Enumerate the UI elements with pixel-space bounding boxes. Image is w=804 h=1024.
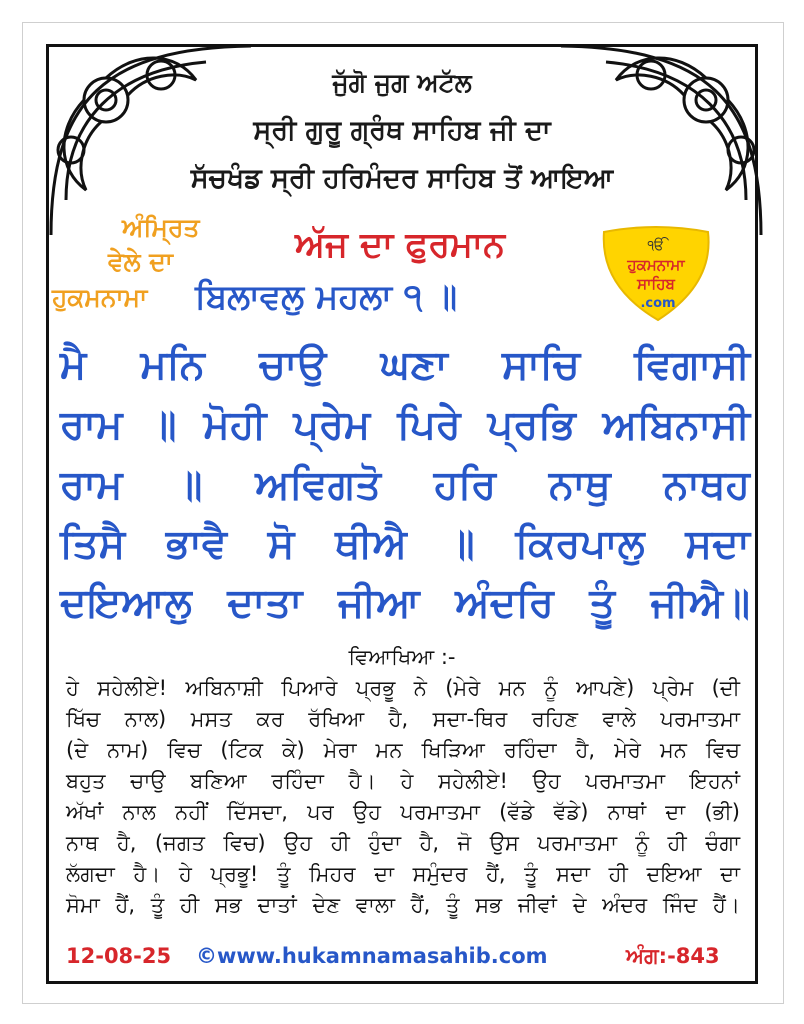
hukamnama-sahib-logo bbox=[596, 224, 716, 324]
verse-line: ਮੈ ਮਨਿ ਚਾਉ ਘਣਾ ਸਾਚਿ ਵਿਗਾਸੀ bbox=[60, 342, 750, 388]
page-title: ਅੱਜ ਦਾ ਫੁਰਮਾਨ bbox=[295, 225, 505, 265]
explanation-line: ਹੇ ਸਹੇਲੀਏ! ਅਬਿਨਾਸ਼ੀ ਪਿਆਰੇ ਪ੍ਰਭੂ ਨੇ (ਮੇਰੇ ਮਨ ਨੂੰ ਆਪਣੇ) ਪ੍ਰੇਮ (ਦੀ bbox=[66, 676, 740, 700]
amrit-label-3: ਹੁਕਮਨਾਮਾ bbox=[52, 283, 148, 312]
header-line-2: ਸ੍ਰੀ ਗੁਰੂ ਗ੍ਰੰਥ ਸਾਹਿਬ ਜੀ ਦਾ bbox=[253, 115, 551, 146]
verse-line: ਰਾਮ ॥ ਅਵਿਗਤੋ ਹਰਿ ਨਾਥੁ ਨਾਥਹ bbox=[60, 462, 750, 508]
verse-line: ਦਇਆਲੁ ਦਾਤਾ ਜੀਆ ਅੰਦਰਿ ਤੂੰ ਜੀਐ॥ bbox=[60, 580, 750, 626]
header-line-1: ਜੁੱਗੋ ਜੁਗ ਅਟੱਲ bbox=[332, 68, 472, 97]
explanation-line: ਸੋਮਾ ਹੈਂ, ਤੂੰ ਹੀ ਸਭ ਦਾਤਾਂ ਦੇਣ ਵਾਲਾ ਹੈਂ, ਤੂੰ ਸਭ ਜੀਵਾਂ ਦੇ ਅੰਦਰ ਜਿੰਦ ਹੈਂ। bbox=[66, 893, 740, 917]
explanation-line: (ਦੇ ਨਾਮ) ਵਿਚ (ਟਿਕ ਕੇ) ਮੇਰਾ ਮਨ ਖਿੜਿਆ ਰਹਿੰਦਾ ਹੈ, ਮੇਰੇ ਮਨ ਵਿਚ bbox=[66, 738, 740, 762]
explanation-line: ਖਿੱਚ ਨਾਲ) ਮਸਤ ਕਰ ਰੱਖਿਆ ਹੈ, ਸਦਾ-ਥਿਰ ਰਹਿਣ ਵਾਲੇ ਪਰਮਾਤਮਾ bbox=[66, 707, 740, 731]
badge-text-3: .com bbox=[640, 296, 676, 311]
ang-label: ਅੰਗ:-843 bbox=[626, 944, 720, 968]
amrit-label-2: ਵੇਲੇ ਦਾ bbox=[108, 247, 173, 276]
explanation-line: ਲੱਗਦਾ ਹੈ। ਹੇ ਪ੍ਰਭੂ! ਤੂੰ ਮਿਹਰ ਦਾ ਸਮੁੰਦਰ ਹੈਂ, ਤੂੰ ਸਦਾ ਹੀ ਦਇਆ ਦਾ bbox=[66, 862, 740, 886]
explanation-line: ਅੱਖਾਂ ਨਾਲ ਨਹੀਂ ਦਿੱਸਦਾ, ਪਰ ਉਹ ਪਰਮਾਤਮਾ (ਵੱਡੇ ਵੱਡੇ) ਨਾਥਾਂ ਦਾ (ਭੀ) bbox=[66, 800, 740, 824]
raag-heading: ਬਿਲਾਵਲੁ ਮਹਲਾ ੧ ॥ bbox=[195, 277, 457, 317]
explanation-line: ਬਹੁਤ ਚਾਉ ਬਣਿਆ ਰਹਿੰਦਾ ਹੈ। ਹੇ ਸਹੇਲੀਏ! ਉਹ ਪਰਮਾਤਮਾ ਇਹਨਾਂ bbox=[66, 769, 740, 793]
explanation-line: ਨਾਥ ਹੈ, (ਜਗਤ ਵਿਚ) ਉਹ ਹੀ ਹੁੰਦਾ ਹੈ, ਜੋ ਉਸ ਪਰਮਾਤਮਾ ਨੂੰ ਹੀ ਚੰਗਾ bbox=[66, 831, 740, 855]
verse-line: ਰਾਮ ॥ ਮੋਹੀ ਪ੍ਰੇਮ ਪਿਰੇ ਪ੍ਰਭਿ ਅਬਿਨਾਸੀ bbox=[60, 402, 750, 448]
badge-text-2: ਸਾਹਿਬ bbox=[637, 275, 675, 293]
explanation-heading: ਵਿਆਖਿਆ :- bbox=[348, 645, 456, 669]
website-link[interactable]: ©www.hukamnamasahib.com bbox=[196, 944, 548, 968]
verse-line: ਤਿਸੈ ਭਾਵੈ ਸੋ ਥੀਐ ॥ ਕਿਰਪਾਲੁ ਸਦਾ bbox=[60, 521, 750, 567]
amrit-label-1: ਅੰਮ੍ਰਿਤ bbox=[122, 213, 200, 242]
badge-text-1: ਹੁਕਮਨਾਮਾ bbox=[627, 256, 685, 274]
header-line-3: ਸੱਚਖੰਡ ਸ੍ਰੀ ਹਰਿਮੰਦਰ ਸਾਹਿਬ ਤੋਂ ਆਇਆ bbox=[190, 163, 614, 194]
date-label: 12-08-25 bbox=[66, 944, 172, 968]
ik-onkar-symbol: ੴ bbox=[647, 238, 665, 254]
